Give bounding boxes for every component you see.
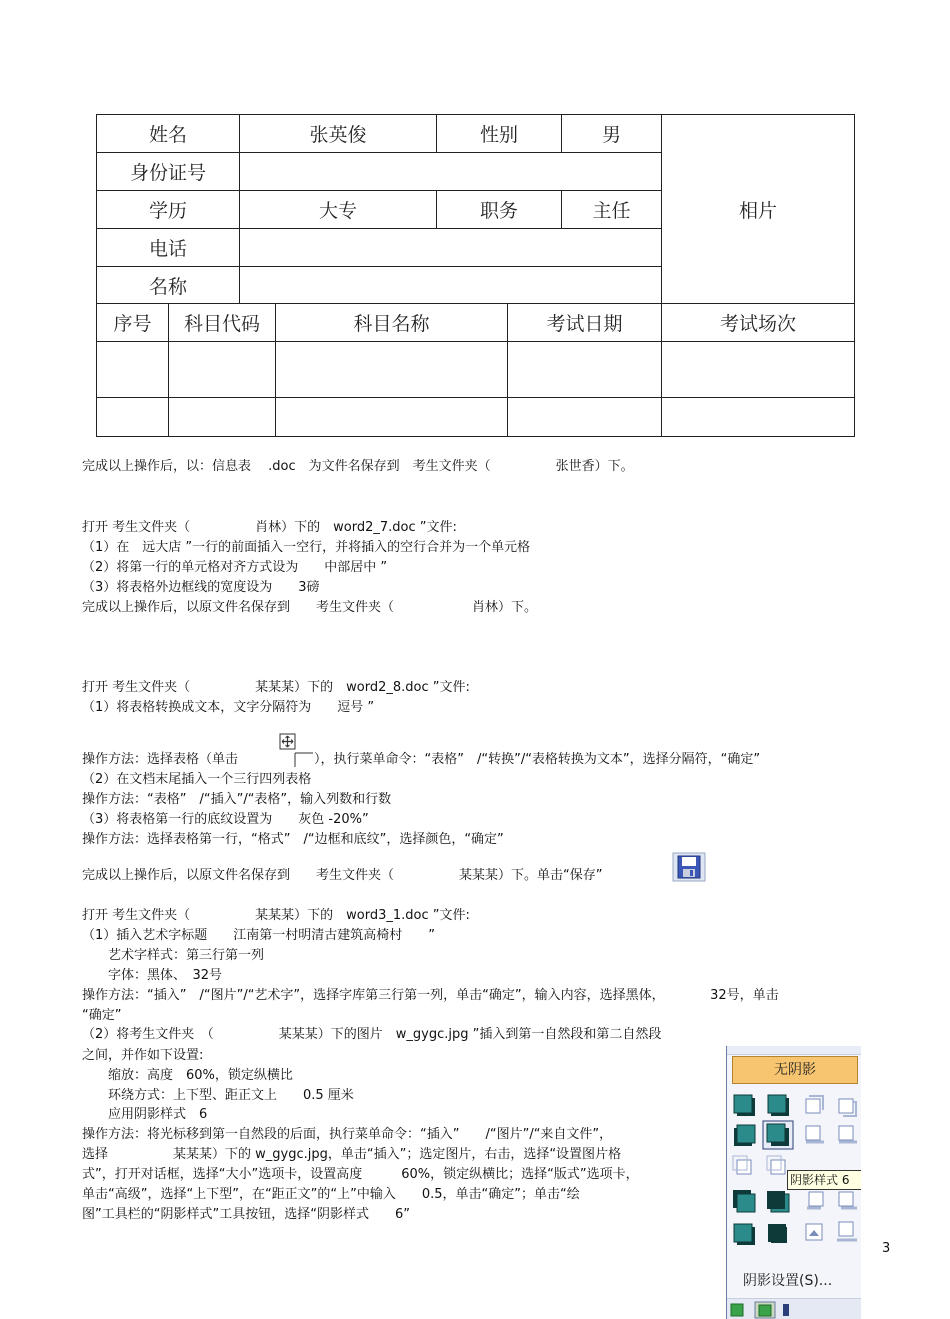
text-line: 之间，并作如下设置: <box>82 1048 204 1063</box>
page-number: 3 <box>882 1241 891 1256</box>
position-label: 职务 <box>437 191 562 229</box>
text-line: 式”，打开对话框，选择“大小”选项卡，设置高度 60%，锁定纵横比；选择“版式”选项卡， <box>82 1167 639 1182</box>
text-line: 操作方法：选择表格（单击 <box>82 752 239 767</box>
edu-value: 大专 <box>240 191 437 229</box>
registration-table <box>96 114 855 437</box>
text-line: （1）将表格转换成文本，文字分隔符为 逗号 ” <box>82 700 375 715</box>
text-line: “确定” <box>82 1008 122 1023</box>
table-cell <box>97 398 169 437</box>
shadow-style-palette <box>726 1046 861 1319</box>
text-line: 打开 考生文件夹（ 某某某）下的 word2_8.doc ”文件: <box>82 680 470 695</box>
text-line: （3）将表格第一行的底纹设置为 灰色 -20%” <box>82 812 369 827</box>
table-cell <box>276 342 508 398</box>
photo-cell: 相片 <box>662 115 855 304</box>
text-line: 打开 考生文件夹（ 肖林）下的 word2_7.doc ”文件: <box>82 520 457 535</box>
edu-label: 学历 <box>97 191 240 229</box>
header-cell: 序号 <box>97 304 169 342</box>
header-cell: 考试场次 <box>662 304 855 342</box>
text-line: （2）在文档末尾插入一个三行四列表格 <box>82 772 312 787</box>
text-line: 完成以上操作后，以原文件名保存到 考生文件夹（ 某某某）下。单击“保存” <box>82 868 603 883</box>
id-label: 身份证号 <box>97 153 240 191</box>
table-cell <box>169 398 276 437</box>
text-line: 图”工具栏的“阴影样式”工具按钮，选择“阴影样式 6” <box>82 1207 410 1222</box>
gender-value: 男 <box>562 115 662 153</box>
shadow-style-tooltip: 阴影样式 6 <box>787 1170 861 1190</box>
text-line: 完成以上操作后，以原文件名保存到 考生文件夹（ 肖林）下。 <box>82 600 538 615</box>
position-value: 主任 <box>562 191 662 229</box>
header-cell: 科目代码 <box>169 304 276 342</box>
title-label: 名称 <box>97 267 240 304</box>
table-cell <box>97 342 169 398</box>
table-cell <box>508 398 662 437</box>
table-cell <box>508 342 662 398</box>
save-icon <box>672 852 706 882</box>
table-cell <box>662 342 855 398</box>
no-shadow-button[interactable]: 无阴影 <box>732 1056 858 1084</box>
id-value <box>240 153 662 191</box>
text-line: 操作方法：将光标移到第一自然段的后面，执行菜单命令：“插入” /“图片”/“来自文件”， <box>82 1127 613 1142</box>
header-cell: 科目名称 <box>276 304 508 342</box>
text-line: 缩放：高度 60%，锁定纵横比 <box>82 1068 293 1083</box>
text-line: （3）将表格外边框线的宽度设为 3磅 <box>82 580 320 595</box>
name-value: 张英俊 <box>240 115 437 153</box>
header-cell: 考试日期 <box>508 304 662 342</box>
text-line: 操作方法：“插入” /“图片”/“艺术字”，选择字库第三行第一列，单击“确定”，输入内容，选择黑体， 32号，单击 <box>82 988 779 1003</box>
text-line: 操作方法：选择表格第一行，“格式” /“边框和底纹”，选择颜色，“确定” <box>82 832 504 847</box>
text-line: 艺术字样式：第三行第一列 <box>82 948 265 963</box>
text-line: 应用阴影样式 6 <box>82 1107 208 1122</box>
text-line: 打开 考生文件夹（ 某某某）下的 word3_1.doc ”文件: <box>82 908 470 923</box>
text-line: 操作方法：“表格” /“插入”/“表格”，输入列数和行数 <box>82 792 392 807</box>
text-line: 完成以上操作后，以：信息表 .doc 为文件名保存到 考生文件夹（ 张世香）下。 <box>82 459 634 474</box>
text-line: 字体：黑体、 32号 <box>82 968 223 983</box>
table-cell <box>276 398 508 437</box>
table-cell <box>662 398 855 437</box>
text-line: （2）将考生文件夹 （ 某某某）下的图片 w_gygc.jpg ”插入到第一自然段和第二自然段 <box>82 1027 662 1042</box>
text-line: （2）将第一行的单元格对齐方式设为 中部居中 ” <box>82 560 388 575</box>
text-line: ），执行菜单命令：“表格” /“转换”/“表格转换为文本”，选择分隔符，“确定” <box>314 752 761 767</box>
phone-label: 电话 <box>97 229 240 267</box>
text-line: （1）插入艺术字标题 江南第一村明清古建筑高椅村 ” <box>82 928 436 943</box>
text-line: 选择 某某某）下的 w_gygc.jpg，单击“插入”；选定图片，右击，选择“设置图片格 <box>82 1147 622 1162</box>
shadow-settings-menu-item[interactable]: 阴影设置(S)... <box>743 1273 833 1289</box>
table-cell <box>169 342 276 398</box>
palette-bottom-bar <box>727 1298 861 1319</box>
text-line: 单击“高级”，选择“上下型”，在“距正文”的“上”中输入 0.5，单击“确定”；单击“绘 <box>82 1187 580 1202</box>
phone-value <box>240 229 662 267</box>
palette-titlebar <box>727 1046 861 1055</box>
table-move-handle-icon <box>279 733 313 769</box>
text-line: 环绕方式：上下型、距正文上 0.5 厘米 <box>82 1088 354 1103</box>
gender-label: 性别 <box>437 115 562 153</box>
title-value <box>240 267 662 304</box>
name-label: 姓名 <box>97 115 240 153</box>
text-line: （1）在 远大店 ”一行的前面插入一空行，并将插入的空行合并为一个单元格 <box>82 540 531 555</box>
